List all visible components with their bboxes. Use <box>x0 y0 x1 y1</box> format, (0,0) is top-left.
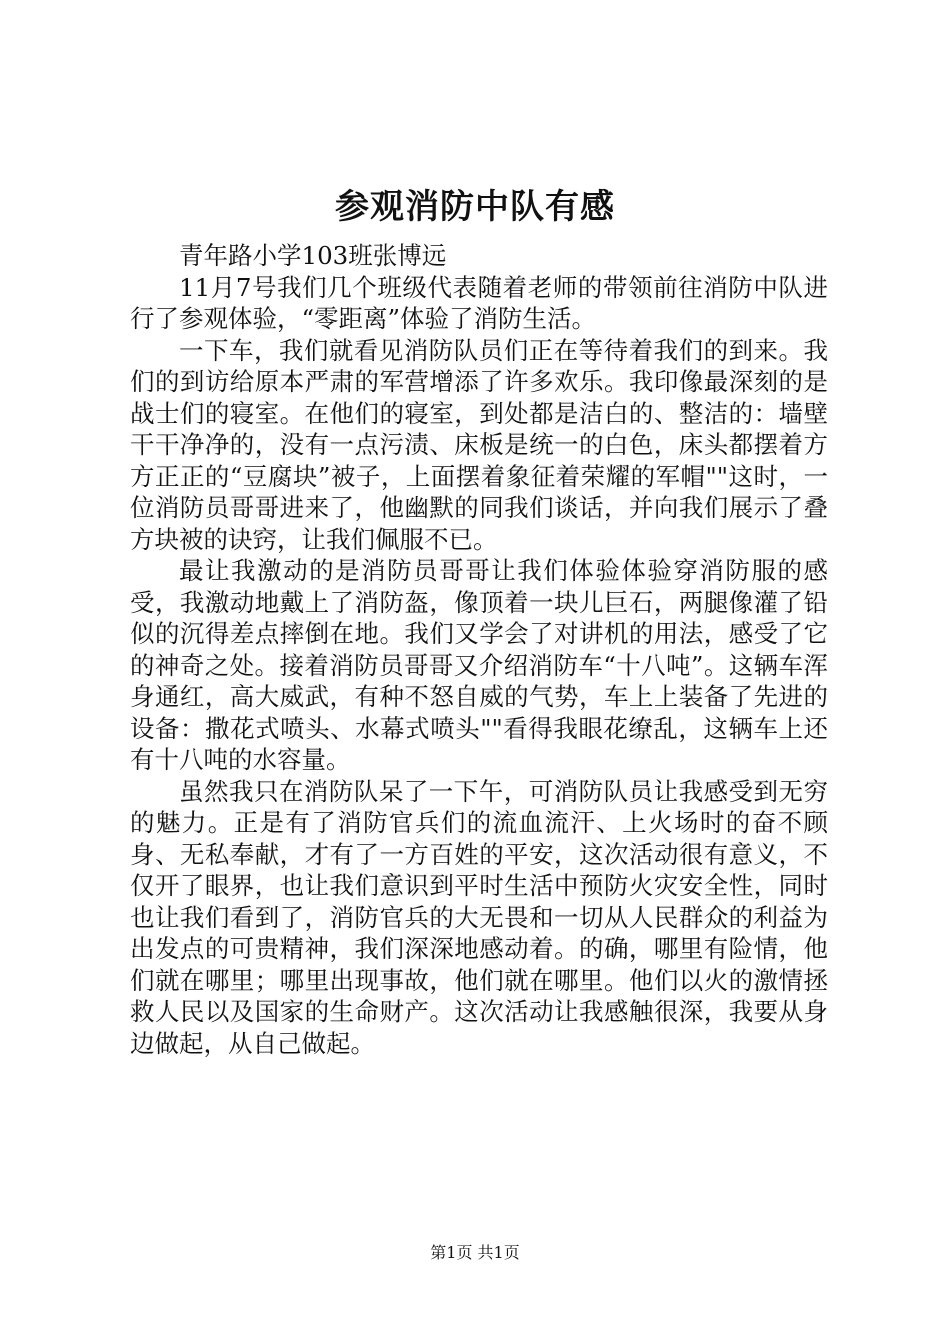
paragraph-2: 一下车，我们就看见消防队员们正在等待着我们的到来。我们的到访给原本严肃的军营增添了许多欢乐。我印像最深刻的是战士们的寝室。在他们的寝室，到处都是洁白的、整洁的：墙壁干干净净的，没有一点污渍、床板是统一的白色，床头都摆着方方正正的“豆腐块”被子，上面摆着象征着荣耀的军帽""这时，一位消防员哥哥进来了，他幽默的同我们谈话，并向我们展示了叠方块被的诀窍，让我们佩服不已。 <box>130 335 828 554</box>
page-footer: 第1页 共1页 <box>430 1243 520 1262</box>
paragraph-3: 最让我激动的是消防员哥哥让我们体验体验穿消防服的感受，我激动地戴上了消防盔，像顶着一块儿巨石，两腿像灌了铅似的沉得差点摔倒在地。我们又学会了对讲机的用法，感受了它的神奇之处。接着消防员哥哥又介绍消防车“十八吨”。这辆车浑身通红，高大威武，有种不怒自威的气势，车上上装备了先进的设备：撒花式喷头、水幕式喷头""看得我眼花缭乱，这辆车上还有十八吨的水容量。 <box>130 556 828 774</box>
document-body <box>130 240 828 1059</box>
author-line: 青年路小学103班张博远 <box>179 241 447 270</box>
paragraph-4: 虽然我只在消防队呆了一下午，可消防队员让我感受到无穷的魅力。正是有了消防官兵们的流血流汗、上火场时的奋不顾身、无私奉献，才有了一方百姓的平安，这次活动很有意义，不仅开了眼界，也让我们意识到平时生活中预防火灾安全性，同时也让我们看到了，消防官兵的大无畏和一切从人民群众的利益为出发点的可贵精神，我们深深地感动着。的确，哪里有险情，他们就在哪里；哪里出现事故，他们就在哪里。他们以火的激情拯救人民以及国家的生命财产。这次活动让我感触很深，我要从身边做起，从自己做起。 <box>130 776 828 1058</box>
document-title: 参观消防中队有感 <box>335 187 615 227</box>
paragraph-1: 11月7号我们几个班级代表随着老师的带领前往消防中队进行了参观体验，“零距离”体验了消防生活。 <box>130 272 828 333</box>
